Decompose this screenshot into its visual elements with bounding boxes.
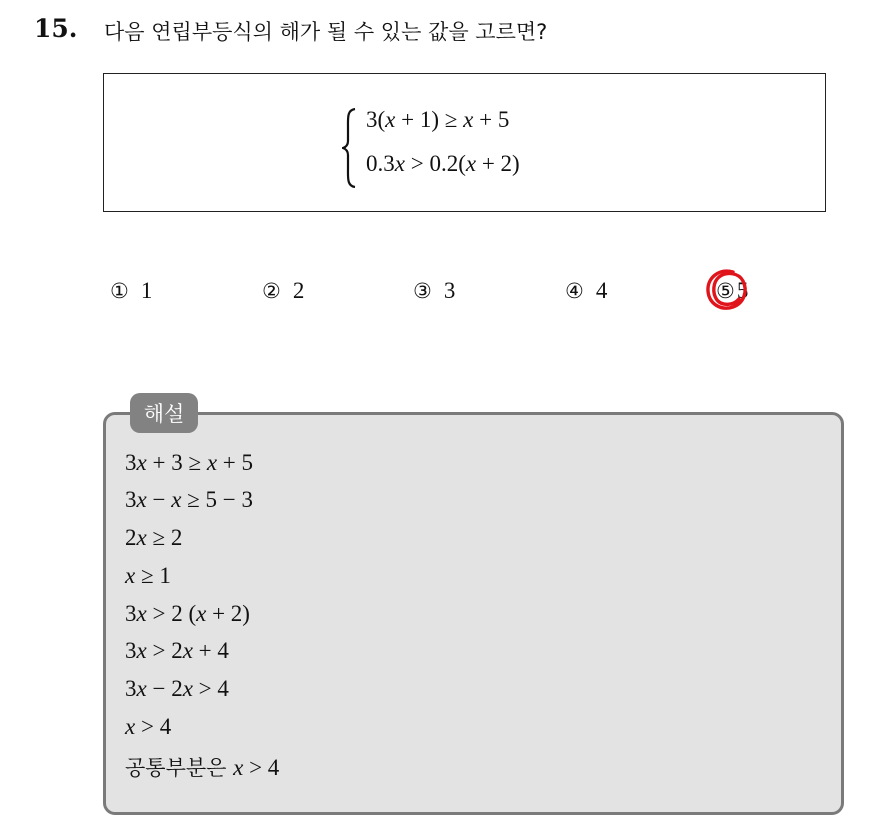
solution-label: 해설 xyxy=(130,393,198,433)
choice-3[interactable]: ③ 3 xyxy=(413,278,456,303)
answer-circle-mark-icon xyxy=(703,266,751,314)
solution-line-8: x > 4 xyxy=(125,714,172,739)
question-number: 15. xyxy=(34,14,78,43)
inequality-1: 3(x + 1) ≥ x + 5 xyxy=(366,107,510,132)
solution-line-7: 3x − 2x > 4 xyxy=(125,676,229,701)
solution-line-3: 2x ≥ 2 xyxy=(125,525,183,550)
solution-line-6: 3x > 2x + 4 xyxy=(125,638,229,663)
question-text: 다음 연립부등식의 해가 될 수 있는 값을 고르면? xyxy=(104,20,548,44)
solution-line-5: 3x > 2 (x + 2) xyxy=(125,601,250,626)
choice-5[interactable]: ⑤5 xyxy=(716,278,749,303)
solution-line-4: x ≥ 1 xyxy=(125,563,171,588)
choice-4[interactable]: ④ 4 xyxy=(565,278,608,303)
inequality-2: 0.3x > 0.2(x + 2) xyxy=(366,151,520,176)
left-brace-icon xyxy=(342,108,356,188)
choice-2[interactable]: ② 2 xyxy=(262,278,305,303)
inequality-system-box xyxy=(103,73,826,212)
solution-line-9: 공통부분은 x > 4 xyxy=(125,755,280,780)
choice-1[interactable]: ① 1 xyxy=(110,278,153,303)
solution-line-1: 3x + 3 ≥ x + 5 xyxy=(125,450,254,475)
solution-line-2: 3x − x ≥ 5 − 3 xyxy=(125,487,254,512)
